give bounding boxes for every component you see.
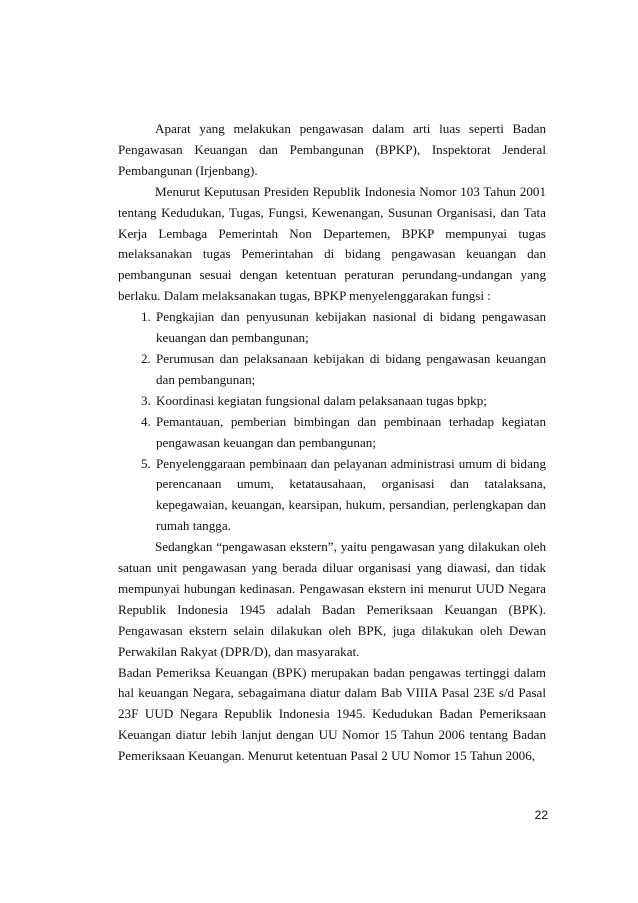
list-item-text: Pengkajian dan penyusunan kebijakan nasional di bidang pengawasan keuangan dan pembangunan; xyxy=(156,309,546,346)
paragraph-bpk: Badan Pemeriksa Keuangan (BPK) merupakan badan pengawas tertinggi dalam hal keuangan Negara, sebagaimana diatur dalam Bab VIIIA Pasal 23E s/d Pasal 23F UUD Negara Republik Indonesia 1945. Kedudukan Badan Pemeriksaan Keuangan diatur lebih lanjut dengan UU Nomor 15 Tahun 2006 tentang Badan Pemeriksaan Keuangan. Menurut ketentuan Pasal 2 UU Nomor 15 Tahun 2006, xyxy=(118,664,546,764)
list-item xyxy=(118,349,546,391)
list-item-number: 1. xyxy=(141,309,151,325)
list-item-text: Perumusan dan pelaksanaan kebijakan di bidang pengawasan keuangan dan pembangunan; xyxy=(156,350,546,387)
list-item-text: Koordinasi kegiatan fungsional dalam pelaksanaan tugas bpkp; xyxy=(156,392,487,408)
list-item-text: Pemantauan, pemberian bimbingan dan pembinaan terhadap kegiatan pengawasan keuangan dan pembangunan; xyxy=(156,413,546,450)
list-item-number: 3. xyxy=(141,392,151,408)
page-body xyxy=(118,119,546,767)
fungsi-list xyxy=(118,307,546,537)
list-item xyxy=(118,391,546,412)
list-item xyxy=(118,412,546,454)
page-number: 22 xyxy=(534,808,548,822)
list-item xyxy=(118,307,546,349)
list-item-number: 5. xyxy=(141,455,151,471)
list-item xyxy=(118,454,546,538)
paragraph-bpkp-aparat: Aparat yang melakukan pengawasan dalam arti luas seperti Badan Pengawasan Keuangan dan Pembangunan (BPKP), Inspektorat Jenderal Pembangunan (Irjenbang). xyxy=(118,121,546,178)
list-item-number: 4. xyxy=(141,413,151,429)
list-item-number: 2. xyxy=(141,350,151,366)
list-item-text: Penyelenggaraan pembinaan dan pelayanan administrasi umum di bidang perencanaan umum, ketatausahaan, organisasi dan tatalaksana, kepegawaian, keuangan, kearsipan, hukum, persandian, perlengkapan dan rumah tangga. xyxy=(156,455,546,534)
paragraph-keppres: Menurut Keputusan Presiden Republik Indonesia Nomor 103 Tahun 2001 tentang Kedudukan, Tugas, Fungsi, Kewenangan, Susunan Organisasi, dan Tata Kerja Lembaga Pemerintah Non Departemen, BPKP mempunyai tugas melaksanakan tugas Pemerintahan di bidang pengawasan keuangan dan pembangunan sesuai dengan ketentuan peraturan perundang-undangan yang berlaku. Dalam melaksanakan tugas, BPKP menyelenggarakan fungsi : xyxy=(118,183,546,304)
paragraph-pengawasan-ekstern: Sedangkan “pengawasan ekstern”, yaitu pengawasan yang dilakukan oleh satuan unit pengawasan yang berada diluar organisasi yang diawasi, dan tidak mempunyai hubungan kedinasan. Pengawasan ekstern ini menurut UUD Negara Republik Indonesia 1945 adalah Badan Pemeriksaan Keuangan (BPK). Pengawasan ekstern selain dilakukan oleh BPK, juga dilakukan oleh Dewan Perwakilan Rakyat (DPR/D), dan masyarakat. xyxy=(118,539,546,659)
